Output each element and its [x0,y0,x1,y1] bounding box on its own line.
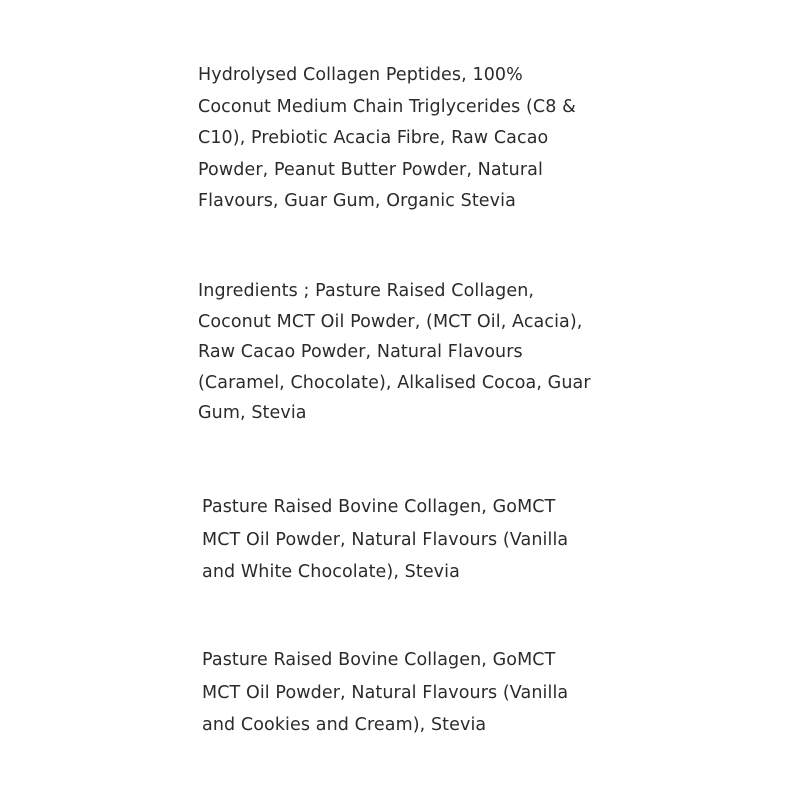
ingredients-block-3: Pasture Raised Bovine Collagen, GoMCT MCT Oil Powder, Natural Flavours (Vanilla and White Chocolate), Stevia [202,497,569,582]
ingredients-block-1: Hydrolysed Collagen Peptides, 100% Coconut Medium Chain Triglycerides (C8 & C10), Prebiotic Acacia Fibre, Raw Cacao Powder, Peanut Butter Powder, Natural Flavours, Guar Gum, Organic Stevia [198,65,576,211]
ingredients-block-2: Ingredients ; Pasture Raised Collagen, Coconut MCT Oil Powder, (MCT Oil, Acacia), Raw Cacao Powder, Natural Flavours (Caramel, Chocolate), Alkalised Cocoa, Guar Gum, Stevia [198,281,591,423]
ingredients-block-4: Pasture Raised Bovine Collagen, GoMCT MCT Oil Powder, Natural Flavours (Vanilla and Cookies and Cream), Stevia [202,650,569,735]
